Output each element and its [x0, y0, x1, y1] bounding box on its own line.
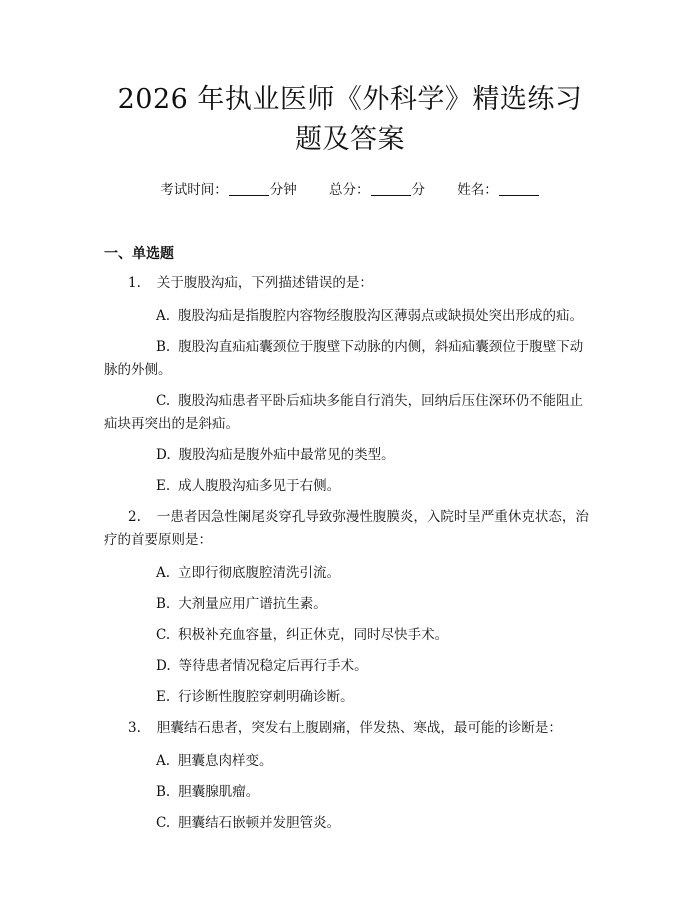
- total-score-field: [329, 180, 425, 200]
- option-text: 大剂量应用广谱抗生素。: [178, 596, 327, 612]
- option-3a: [104, 750, 596, 773]
- option-1c: [104, 390, 596, 436]
- question-number: 3.: [128, 720, 141, 736]
- option-2b: [104, 593, 596, 616]
- question-3: [104, 717, 596, 740]
- option-text: 立即行彻底腹腔清洗引流。: [178, 565, 341, 581]
- question-text: 关于腹股沟疝，下列描述错误的是：: [156, 275, 373, 291]
- option-text: 行诊断性腹腔穿刺明确诊断。: [178, 689, 354, 705]
- total-score-label: 总分：: [329, 182, 370, 198]
- option-1d: [104, 444, 596, 467]
- option-text: 胆囊腺肌瘤。: [178, 784, 260, 800]
- exam-time-unit: 分钟: [269, 182, 297, 198]
- total-score-unit: 分: [411, 182, 425, 198]
- option-text: 胆囊结石嵌顿并发胆管炎。: [178, 815, 341, 831]
- exam-time-field: [160, 180, 297, 200]
- option-letter: E.: [156, 478, 171, 494]
- option-letter: A.: [156, 308, 171, 324]
- option-letter: C.: [156, 815, 171, 831]
- option-2e: [104, 686, 596, 709]
- option-letter: A.: [156, 753, 171, 769]
- option-letter: B.: [156, 596, 171, 612]
- option-letter: C.: [156, 627, 171, 643]
- question-text: 一患者因急性阑尾炎穿孔导致弥漫性腹膜炎，入院时呈严重休克状态，治疗的首要原则是：: [104, 509, 589, 548]
- option-letter: B.: [156, 339, 171, 355]
- student-name-blank: [499, 195, 539, 196]
- document-title: 2026 年执业医师《外科学》精选练习题及答案: [117, 84, 583, 155]
- option-letter: C.: [156, 393, 171, 409]
- total-score-blank: [371, 195, 411, 196]
- option-letter: D.: [156, 658, 171, 674]
- option-2c: [104, 624, 596, 647]
- student-name-label: 姓名：: [457, 182, 498, 198]
- option-text: 胆囊息肉样变。: [178, 753, 273, 769]
- option-3c: [104, 812, 596, 835]
- question-2: [104, 506, 596, 552]
- section-heading: 一、单选题: [104, 246, 174, 262]
- option-letter: A.: [156, 565, 171, 581]
- option-text: 腹股沟疝是腹外疝中最常见的类型。: [178, 447, 395, 463]
- option-letter: E.: [156, 689, 171, 705]
- option-1a: [104, 305, 596, 328]
- exam-time-blank: [229, 195, 269, 196]
- question-1: [104, 272, 596, 295]
- exam-info-line: [104, 180, 596, 200]
- option-2d: [104, 655, 596, 678]
- question-number: 2.: [128, 509, 141, 525]
- option-text: 成人腹股沟疝多见于右侧。: [178, 478, 341, 494]
- option-text: 等待患者情况稳定后再行手术。: [178, 658, 368, 674]
- student-name-field: [457, 180, 540, 200]
- option-text: 腹股沟疝是指腹腔内容物经腹股沟区薄弱点或缺损处突出形成的疝。: [178, 308, 584, 324]
- option-text: 腹股沟直疝疝囊颈位于腹壁下动脉的内侧，斜疝疝囊颈位于腹壁下动脉的外侧。: [104, 339, 584, 378]
- question-number: 1.: [128, 275, 141, 291]
- option-1b: [104, 336, 596, 382]
- option-2a: [104, 562, 596, 585]
- option-text: 腹股沟疝患者平卧后疝块多能自行消失，回纳后压住深环仍不能阻止疝块再突出的是斜疝。: [104, 393, 584, 432]
- option-letter: D.: [156, 447, 171, 463]
- option-text: 积极补充血容量，纠正休克，同时尽快手术。: [178, 627, 449, 643]
- question-text: 胆囊结石患者，突发右上腹剧痛，伴发热、寒战，最可能的诊断是：: [156, 720, 562, 736]
- option-3b: [104, 781, 596, 804]
- option-1e: [104, 475, 596, 498]
- option-letter: B.: [156, 784, 171, 800]
- exam-time-label: 考试时间：: [160, 182, 228, 198]
